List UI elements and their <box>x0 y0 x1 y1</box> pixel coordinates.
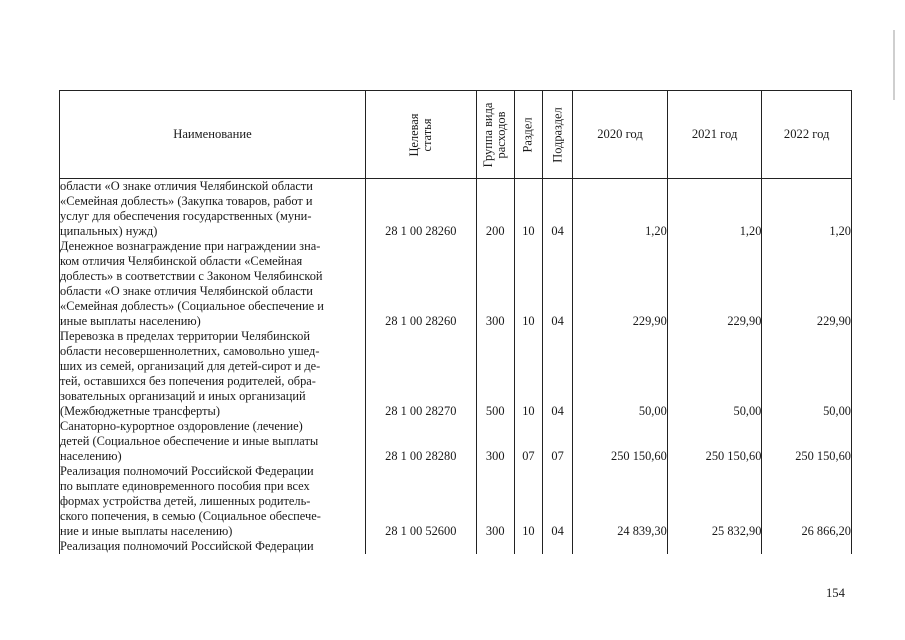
table-row <box>60 464 852 539</box>
row-expense-group: 300 <box>476 419 514 464</box>
row-section: 10 <box>514 239 542 329</box>
row-name-line: доблесть» в соответствии с Законом Челябинской <box>60 269 323 283</box>
row-amount-2022: 250 150,60 <box>762 419 852 464</box>
row-name-line: ших из семей, организаций для детей-сирот и де- <box>60 359 321 373</box>
row-name-line: населению) <box>60 449 122 463</box>
row-name-line: «Семейная доблесть» (Закупка товаров, работ и <box>60 194 313 208</box>
row-amount-2022: 50,00 <box>762 329 852 419</box>
header-section-label: Раздел <box>520 116 535 153</box>
row-amount-2022: 1,20 <box>762 179 852 240</box>
row-name-line: детей (Социальное обеспечение и иные выплаты <box>60 434 319 448</box>
scan-margin-mark <box>893 30 895 100</box>
row-subsection: 04 <box>543 464 573 539</box>
row-name <box>60 464 366 539</box>
row-name-line: тей, оставшихся без попечения родителей, обра- <box>60 374 316 388</box>
row-amount-2021: 1,20 <box>667 179 762 240</box>
row-name-line: Перевозка в пределах территории Челябинской <box>60 329 310 343</box>
header-target-article <box>365 91 476 179</box>
table-header <box>60 91 852 179</box>
row-name-line: Денежное вознаграждение при награждении зна- <box>60 239 321 253</box>
row-section: 10 <box>514 179 542 240</box>
row-target-article: 28 1 00 28280 <box>365 419 476 464</box>
header-subsection <box>543 91 573 179</box>
row-target-article: 28 1 00 52600 <box>365 464 476 539</box>
row-name <box>60 239 366 329</box>
row-amount-2021: 250 150,60 <box>667 419 762 464</box>
row-name-line: «Семейная доблесть» (Социальное обеспечение и <box>60 299 324 313</box>
row-name: Реализация полномочий Российской Федерации <box>60 539 366 554</box>
header-year-2020: 2020 год <box>573 91 668 179</box>
row-amount-2020: 50,00 <box>573 329 668 419</box>
row-amount-2021: 25 832,90 <box>667 464 762 539</box>
header-year-2021: 2021 год <box>667 91 762 179</box>
table-row <box>60 179 852 240</box>
row-name <box>60 419 366 464</box>
row-amount-2020: 1,20 <box>573 179 668 240</box>
row-subsection: 04 <box>543 239 573 329</box>
row-subsection: 07 <box>543 419 573 464</box>
row-section: 07 <box>514 419 542 464</box>
row-name <box>60 179 366 240</box>
row-name-line: формах устройства детей, лишенных родитель- <box>60 494 311 508</box>
header-name: Наименование <box>60 91 366 179</box>
budget-table <box>59 90 852 554</box>
row-target-article: 28 1 00 28270 <box>365 329 476 419</box>
row-subsection: 04 <box>543 329 573 419</box>
row-expense-group: 300 <box>476 239 514 329</box>
row-amount-2021: 229,90 <box>667 239 762 329</box>
row-name-line: области «О знаке отличия Челябинской области <box>60 284 313 298</box>
header-expense-group <box>476 91 514 179</box>
row-subsection: 04 <box>543 179 573 240</box>
row-expense-group: 500 <box>476 329 514 419</box>
row-name-line: Санаторно-курортное оздоровление (лечение) <box>60 419 303 433</box>
row-amount-2020: 229,90 <box>573 239 668 329</box>
row-amount-2022: 229,90 <box>762 239 852 329</box>
row-target-article: 28 1 00 28260 <box>365 239 476 329</box>
row-expense-group: 300 <box>476 464 514 539</box>
row-amount-2020: 250 150,60 <box>573 419 668 464</box>
header-year-2022: 2022 год <box>762 91 852 179</box>
row-name-line: услуг для обеспечения государственных (муни- <box>60 209 312 223</box>
row-name-line: области несовершеннолетних, самовольно ушед- <box>60 344 320 358</box>
table-body <box>60 179 852 555</box>
table-row-cut <box>60 539 852 554</box>
row-amount-2022: 26 866,20 <box>762 464 852 539</box>
row-expense-group: 200 <box>476 179 514 240</box>
row-name-line: иные выплаты населению) <box>60 314 201 328</box>
row-amount-2021: 50,00 <box>667 329 762 419</box>
page-number: 154 <box>826 586 845 600</box>
row-amount-2020: 24 839,30 <box>573 464 668 539</box>
header-expense-group-line1: Группа вида <box>481 102 496 167</box>
row-name-line: ние и иные выплаты населению) <box>60 524 233 538</box>
header-target-article-line1: Целевая <box>406 112 421 157</box>
row-name-line: зовательных организаций и иных организаций <box>60 389 306 403</box>
row-target-article: 28 1 00 28260 <box>365 179 476 240</box>
header-subsection-label: Подраздел <box>550 106 565 163</box>
row-name-line: по выплате единовременного пособия при всех <box>60 479 310 493</box>
table-row <box>60 419 852 464</box>
row-name-line: (Межбюджетные трансферты) <box>60 404 220 418</box>
row-name-line: Реализация полномочий Российской Федерации <box>60 464 314 478</box>
row-section: 10 <box>514 329 542 419</box>
header-section <box>514 91 542 179</box>
table-row <box>60 329 852 419</box>
row-name-line: области «О знаке отличия Челябинской области <box>60 179 313 193</box>
row-name <box>60 329 366 419</box>
row-name-line: ком отличия Челябинской области «Семейная <box>60 254 303 268</box>
row-name-line: ципальных) нужд) <box>60 224 158 238</box>
row-name-line: ского попечения, в семью (Социальное обеспече- <box>60 509 321 523</box>
header-expense-group-line2: расходов <box>494 111 509 158</box>
header-target-article-line2: статья <box>419 118 434 152</box>
table-row <box>60 239 852 329</box>
row-section: 10 <box>514 464 542 539</box>
